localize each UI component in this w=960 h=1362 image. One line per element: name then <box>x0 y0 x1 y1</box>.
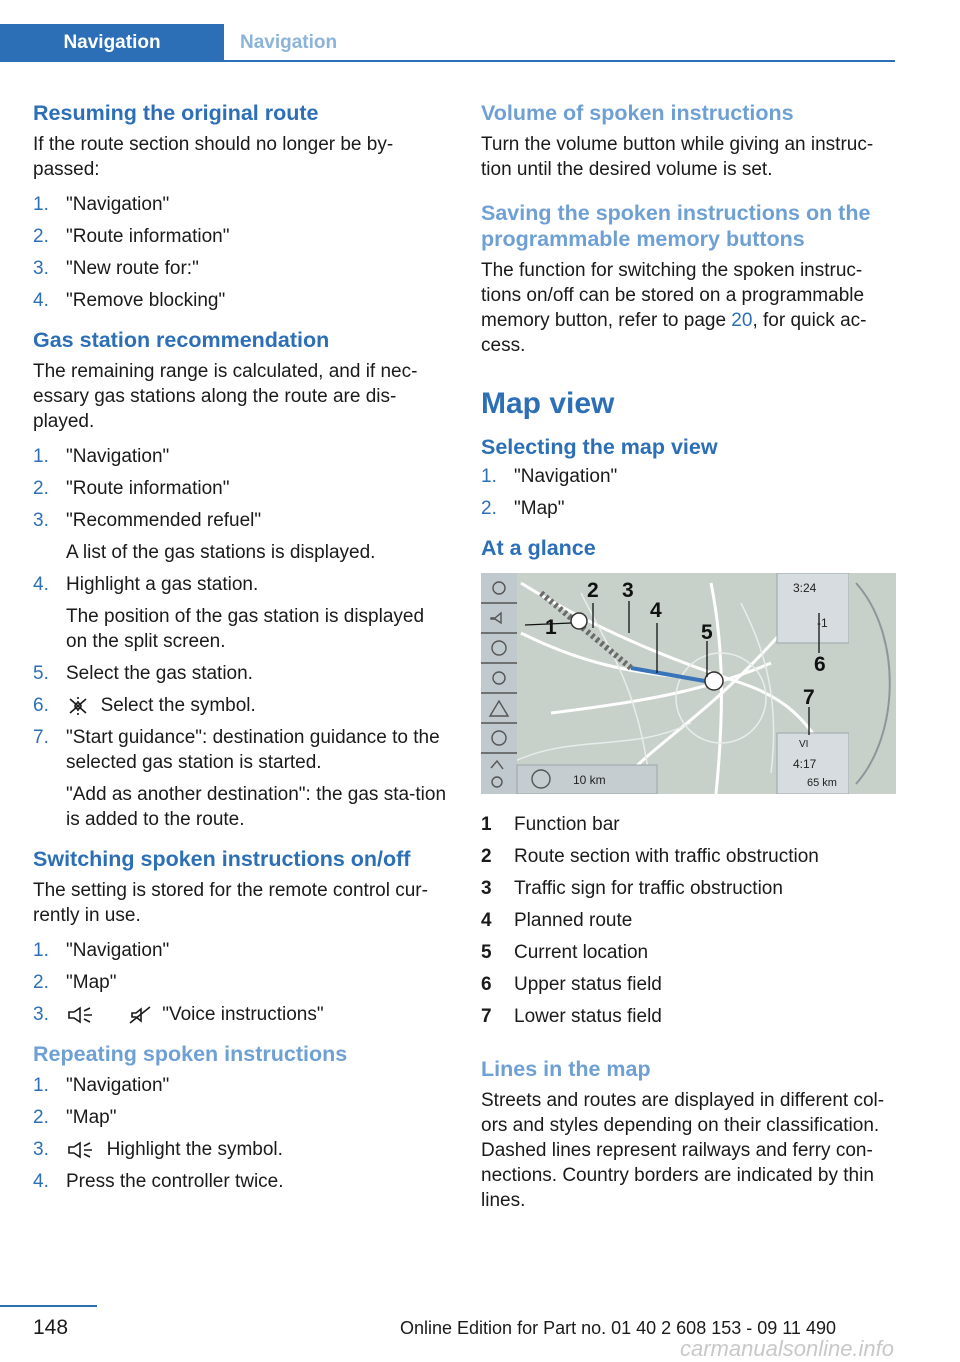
list-item: 1. "Navigation" <box>33 1075 170 1096</box>
map-callout-7: 7 <box>803 686 815 709</box>
list-item: 3. Highlight the symbol. <box>33 1139 283 1160</box>
right-column <box>481 100 901 1223</box>
map-screenshot-figure <box>481 573 896 794</box>
list-item: 4. Press the controller twice. <box>33 1171 284 1192</box>
list-item: 4. Highlight a gas station. The position of the gas station is displayed on the split screen. <box>33 574 425 652</box>
heading-selecting-map-view: Selecting the map view <box>481 435 718 459</box>
list-item: 3. "New route for:" <box>33 258 199 279</box>
status-time-bottom: 4:17 <box>793 757 817 771</box>
list-item: 5. Select the gas station. <box>33 663 253 684</box>
heading-volume: Volume of spoken instructions <box>481 101 794 125</box>
table-row: 2 Route section with traffic obstruction <box>481 846 819 867</box>
table-row: 7 Lower status field <box>481 1006 662 1027</box>
figure-legend <box>481 812 819 1036</box>
table-row: 3 Traffic sign for traffic obstruction <box>481 878 783 899</box>
heading-gas-station: Gas station recommendation <box>33 328 330 352</box>
heading-repeating-instructions: Repeating spoken instructions <box>33 1042 348 1066</box>
mapview-steps <box>481 464 901 521</box>
gas-intro: The remaining range is calculated, and if nec‐essary gas stations along the route are dis‐played. <box>33 361 418 432</box>
status-time-top: 3:24 <box>793 581 817 595</box>
destination-flag-icon <box>66 696 90 716</box>
heading-spoken-instructions: Switching spoken instructions on/off <box>33 847 411 871</box>
section-gas-station <box>33 327 448 832</box>
left-column <box>33 100 448 1208</box>
map-callout-2: 2 <box>587 579 599 602</box>
page-header <box>0 0 960 62</box>
spoken-intro: The setting is stored for the remote control cur‐rently in use. <box>33 880 428 926</box>
lines-text: Streets and routes are displayed in different col‐ors and styles depending on their classification. Dashed lines represent railways and ferry con‐nections. Country borders are indicated by thin lines. <box>481 1090 885 1211</box>
list-item: 1. "Navigation" <box>33 446 170 467</box>
table-row: 6 Upper status field <box>481 974 662 995</box>
speaker-icon <box>66 1140 96 1160</box>
status-distance-bottom: 65 km <box>807 777 837 789</box>
section-repeating-instructions <box>33 1041 448 1194</box>
section-at-a-glance <box>481 535 901 1036</box>
heading-lines-in-map: Lines in the map <box>481 1057 651 1081</box>
status-roman: VI <box>799 739 809 750</box>
speaker-icon <box>66 1005 96 1025</box>
edition-text: Online Edition for Part no. 01 40 2 608 153 - 09 11 490 <box>400 1318 836 1338</box>
map-callout-4: 4 <box>650 599 662 622</box>
list-item: 3. "Recommended refuel" A list of the gas stations is displayed. <box>33 510 376 563</box>
map-callout-3: 3 <box>622 579 634 602</box>
repeat-steps <box>33 1073 448 1194</box>
section-spoken-instructions <box>33 846 448 1027</box>
map-illustration <box>481 573 896 794</box>
watermark-text: carmanualsonline.info <box>680 1336 895 1361</box>
map-callout-6: 6 <box>814 653 826 676</box>
header-tab-active[interactable]: Navigation <box>0 24 224 61</box>
list-item: 2. "Map" <box>33 972 117 993</box>
table-row: 1 Function bar <box>481 814 620 835</box>
list-item: 7. "Start guidance": destination guidance to the selected gas station is started. "Add as another destination": the gas sta‐tion is added to the route. <box>33 727 447 830</box>
map-callout-5: 5 <box>701 621 713 644</box>
resuming-intro: If the route section should no longer be by‐passed: <box>33 134 394 180</box>
list-item: 2. "Route information" <box>33 226 230 247</box>
spoken-steps <box>33 938 448 1027</box>
list-item: 4. "Remove blocking" <box>33 290 226 311</box>
list-item: 1. "Navigation" <box>33 194 170 215</box>
map-callout-1: 1 <box>545 616 557 639</box>
table-row: 4 Planned route <box>481 910 633 931</box>
list-item: 1. "Navigation" <box>481 466 618 487</box>
saving-text: The function for switching the spoken instruc‐tions on/off can be stored on a programmable memory button, refer to page 20, for quick ac‐cess. <box>481 260 867 356</box>
page-number: 148 <box>33 1316 69 1339</box>
list-item: 1. "Navigation" <box>33 940 170 961</box>
section-volume <box>481 100 901 182</box>
list-item: 3. "Voice instructions" <box>33 1004 324 1025</box>
section-saving <box>481 200 901 358</box>
status-scale-top: -1 <box>817 616 828 630</box>
list-item: 6. Select the symbol. <box>33 695 256 716</box>
list-item: 2. "Map" <box>481 498 565 519</box>
heading-at-a-glance: At a glance <box>481 536 596 560</box>
header-tab-inactive[interactable]: Navigation <box>240 31 338 53</box>
list-item: 2. "Map" <box>33 1107 117 1128</box>
section-resuming-route <box>33 100 448 313</box>
resuming-steps <box>33 192 448 313</box>
heading-map-view: Map view <box>481 387 615 420</box>
speaker-muted-icon <box>128 1005 152 1025</box>
page-link[interactable]: 20 <box>731 310 753 331</box>
footer-divider <box>0 1305 97 1307</box>
volume-text: Turn the volume button while giving an instruc‐tion until the desired volume is set. <box>481 134 874 180</box>
table-row: 5 Current location <box>481 942 649 963</box>
section-lines-in-map <box>481 1056 901 1213</box>
gas-steps <box>33 444 448 832</box>
list-item: 2. "Route information" <box>33 478 230 499</box>
heading-saving: Saving the spoken instructions on the programmable memory buttons <box>481 201 871 251</box>
header-divider <box>0 60 895 62</box>
heading-resuming-route: Resuming the original route <box>33 101 319 125</box>
section-map-view <box>481 386 901 521</box>
scale-bar-label: 10 km <box>573 773 606 787</box>
